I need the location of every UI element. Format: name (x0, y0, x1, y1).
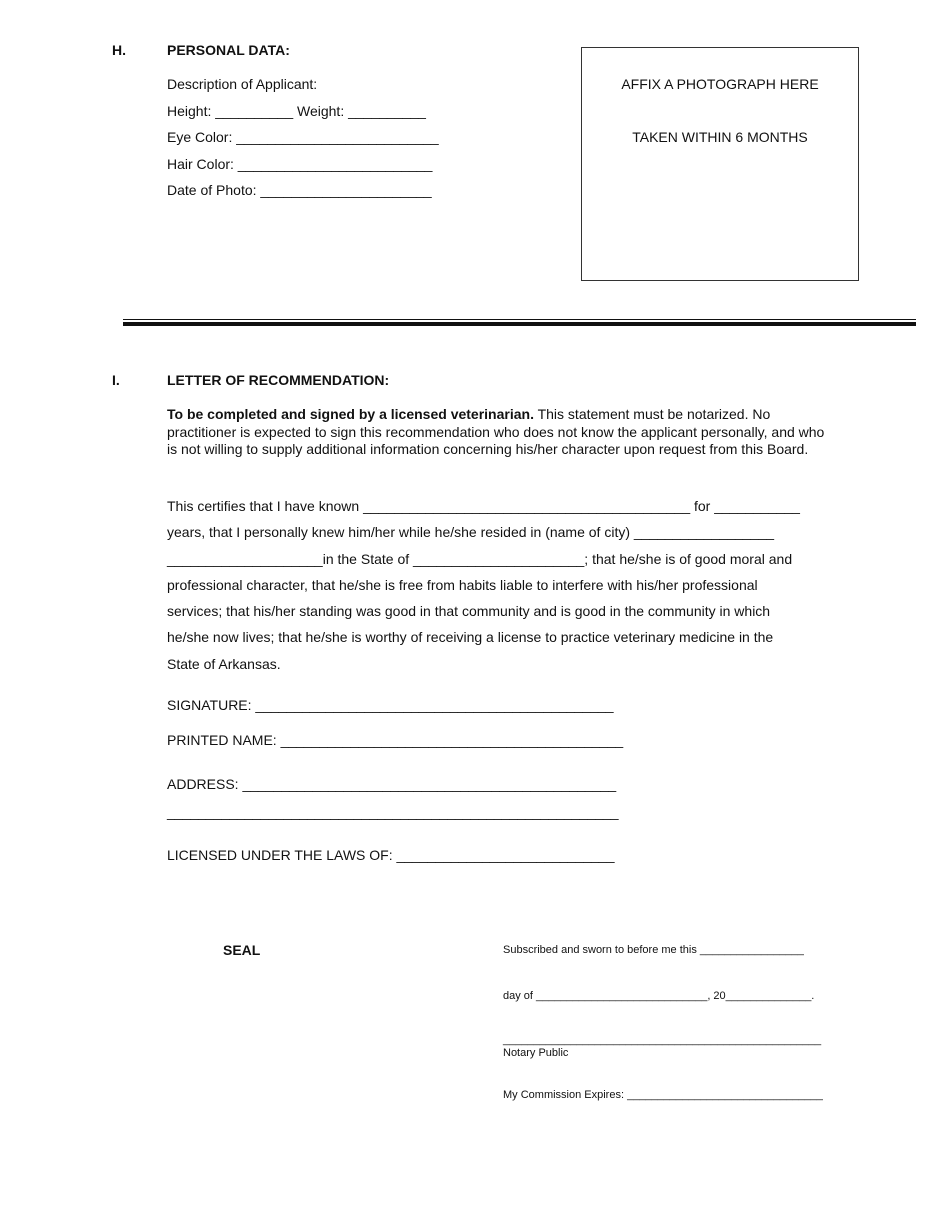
hair-color-field[interactable]: Hair Color: _________________________ (167, 156, 433, 172)
section-i-letter: I. (112, 372, 120, 388)
signature-field[interactable]: SIGNATURE: ______________________________________________ (167, 697, 614, 713)
cert-line: professional character, that he/she is free from habits liable to interfere with his/her professional (167, 576, 758, 593)
section-h-letter: H. (112, 42, 126, 58)
section-i-title: LETTER OF RECOMMENDATION: (167, 372, 390, 388)
seal-label: SEAL (223, 942, 261, 958)
photo-box-line1: AFFIX A PHOTOGRAPH HERE (621, 76, 819, 92)
cert-line: services; that his/her standing was good in that community and is good in the community in which (167, 603, 771, 620)
address-field-line2[interactable]: __________________________________________________________ (167, 804, 619, 820)
photo-box (581, 47, 859, 281)
licensed-under-field[interactable]: LICENSED UNDER THE LAWS OF: ____________________________ (167, 847, 615, 863)
day-of-field[interactable]: day of ____________________________, 20______________. (503, 990, 815, 1002)
cert-line: he/she now lives; that he/she is worthy of receiving a license to practice veterinary medicine in the (167, 629, 774, 646)
subscribed-field[interactable]: Subscribed and sworn to before me this _________________ (503, 944, 804, 956)
notary-public-label: Notary Public (503, 1047, 569, 1059)
section-h-title: PERSONAL DATA: (167, 42, 290, 58)
instructions-text: This statement must be notarized. No practitioner is expected to sign this recommendation who does not know the applicant personally, and who is not willing to supply additional information concerning his/her character upon request from this Board. (167, 406, 825, 457)
instructions-paragraph (167, 406, 832, 459)
description-label: Description of Applicant: (167, 76, 318, 92)
photo-box-line2: TAKEN WITHIN 6 MONTHS (632, 129, 808, 145)
commission-expires-field[interactable]: My Commission Expires: ________________________________ (503, 1089, 823, 1101)
height-weight-field[interactable]: Height: __________ Weight: __________ (167, 103, 426, 119)
instructions-bold: To be completed and signed by a licensed veterinarian. (167, 406, 534, 422)
notary-signature-line[interactable]: ____________________________________________________ (503, 1034, 822, 1046)
cert-line[interactable]: years, that I personally knew him/her while he/she resided in (name of city) __________________ (167, 524, 775, 541)
printed-name-field[interactable]: PRINTED NAME: ____________________________________________ (167, 732, 624, 748)
divider-thick (123, 322, 916, 326)
divider-thin (123, 319, 916, 320)
address-field[interactable]: ADDRESS: ________________________________________________ (167, 776, 617, 792)
cert-line[interactable]: This certifies that I have known __________________________________________ for ___________ (167, 498, 800, 514)
certification-paragraph (167, 493, 832, 677)
eye-color-field[interactable]: Eye Color: __________________________ (167, 129, 439, 145)
cert-line: State of Arkansas. (167, 655, 281, 672)
cert-line[interactable]: ____________________in the State of ______________________; that he/she is of good moral and (167, 550, 793, 567)
date-of-photo-field[interactable]: Date of Photo: ______________________ (167, 182, 432, 198)
